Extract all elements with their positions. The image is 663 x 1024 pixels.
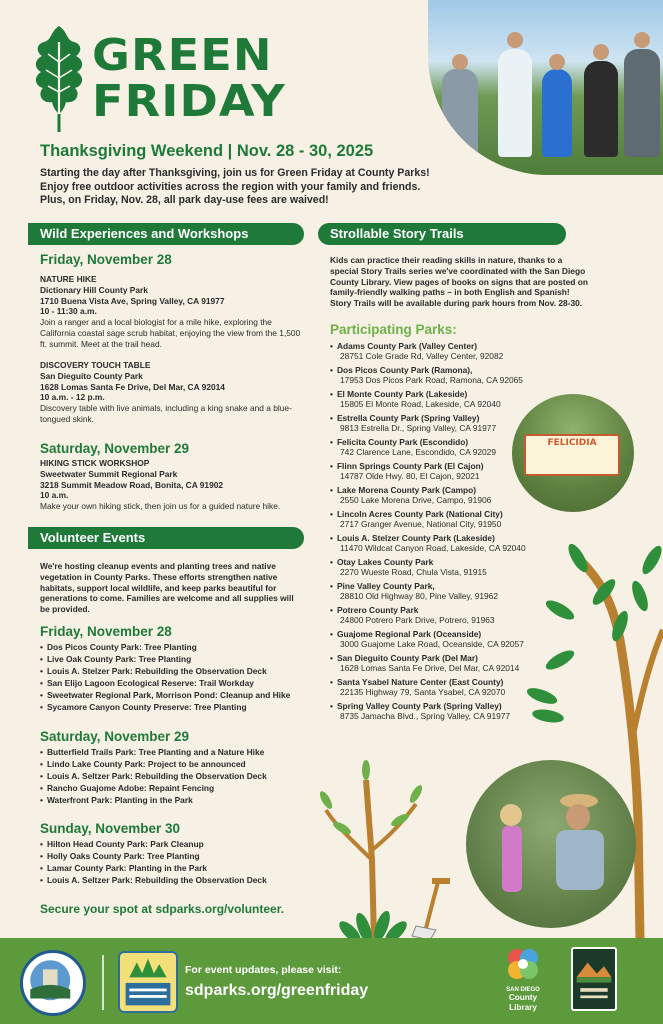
list-item (330, 581, 530, 602)
sign-text: FELICIDIA (547, 438, 597, 448)
park-name: • El Monte County Park (Lakeside) (330, 389, 530, 399)
list-item: • Louis A. Stelzer Park: Rebuilding the Observation Deck (40, 665, 290, 677)
park-address: 24800 Potrero Park Drive, Potrero, 91963 (340, 615, 495, 626)
park-name: • Felicita County Park (Escondido) (330, 437, 530, 447)
list-item: • Lamar County Park: Planting in the Park (40, 862, 267, 874)
volunteer-sunday-heading: Sunday, November 30 (40, 821, 181, 836)
park-name: • Flinn Springs County Park (El Cajon) (330, 461, 530, 471)
volunteer-signup-link[interactable]: Secure your spot at sdparks.org/volunteer. (40, 902, 285, 916)
list-item (330, 413, 530, 434)
event-description: Make your own hiking stick, then join us for a guided nature hike. (40, 501, 281, 512)
list-item: • Louis A. Seltzer Park: Rebuilding the Observation Deck (40, 770, 267, 782)
volunteer-saturday-heading: Saturday, November 29 (40, 729, 190, 744)
park-address: 17953 Dos Picos Park Road, Ramona, CA 92065 (340, 375, 523, 386)
list-item (330, 533, 530, 554)
footer-band (0, 938, 663, 1024)
park-name: • Lincoln Acres County Park (National City) (330, 509, 530, 519)
participating-parks-list (330, 341, 530, 725)
list-item (330, 629, 530, 650)
park-address: 742 Clarence Lane, Escondido, CA 92029 (340, 447, 496, 458)
event-name: DISCOVERY TOUCH TABLE (40, 360, 151, 370)
park-name: • Pine Valley County Park, (330, 581, 530, 591)
list-item (330, 365, 530, 386)
county-seal-icon (20, 950, 86, 1016)
volunteer-friday-heading: Friday, November 28 (40, 624, 172, 639)
list-item (330, 341, 530, 362)
event-time: 10 - 11:30 a.m. (40, 306, 97, 317)
list-item (330, 461, 530, 482)
title-friday: FRIDAY (92, 76, 286, 127)
list-item: • Louis A. Seltzer Park: Rebuilding the Observation Deck (40, 874, 267, 886)
park-address: 2550 Lake Morena Drive, Campo, 91906 (340, 495, 492, 506)
list-item: • Sweetwater Regional Park, Morrison Pond: Cleanup and Hike (40, 689, 290, 701)
event-name: HIKING STICK WORKSHOP (40, 458, 150, 468)
park-address: 3000 Guajome Lake Road, Oceanside, CA 92057 (340, 639, 524, 650)
list-item: • Lindo Lake County Park: Project to be announced (40, 758, 267, 770)
event-description: Discovery table with live animals, including a king snake and a blue-tongued skink. (40, 403, 292, 424)
park-address: 28810 Old Highway 80, Pine Valley, 91962 (340, 591, 498, 602)
event-address: 1628 Lomas Santa Fe Drive, Del Mar, CA 92014 (40, 381, 225, 392)
event-hiking-stick (40, 458, 302, 512)
footer-divider (102, 955, 104, 1010)
intro-text: Starting the day after Thanksgiving, join us for Green Friday at County Parks! Enjoy free outdoor activities across the region with your family and friends. Plus, on Friday, Nov. 28, all park day-use fees are waived! (40, 167, 430, 206)
library-top-text: SAN DIEGO (506, 987, 540, 993)
list-item (330, 437, 530, 458)
park-name: • Lake Morena County Park (Campo) (330, 485, 530, 495)
event-address: 3218 Summit Meadow Road, Bonita, CA 91902 (40, 479, 224, 490)
event-place: Sweetwater Summit Regional Park (40, 468, 178, 479)
event-time: 10 a.m. (40, 490, 69, 501)
list-item: • Live Oak County Park: Tree Planting (40, 653, 290, 665)
volunteer-saturday-list (40, 746, 267, 806)
wild-experiences-heading: Wild Experiences and Workshops (28, 223, 304, 245)
list-item: • Butterfield Trails Park: Tree Planting and a Nature Hike (40, 746, 267, 758)
park-address: 1628 Lomas Santa Fe Drive, Del Mar, CA 92014 (340, 663, 520, 674)
park-name: • Dos Picos County Park (Ramona), (330, 365, 530, 375)
wild-saturday-heading: Saturday, November 29 (40, 441, 190, 456)
story-trail-sign-photo (512, 394, 634, 512)
event-place: Dictionary Hill County Park (40, 284, 148, 295)
list-item (330, 677, 530, 698)
list-item (330, 509, 530, 530)
park-name: • Potrero County Park (330, 605, 530, 615)
park-name: • San Dieguito County Park (Del Mar) (330, 653, 530, 663)
park-address: 28751 Cole Grade Rd, Valley Center, 92082 (340, 351, 504, 362)
list-item (330, 701, 530, 722)
park-address: 9813 Estrella Dr., Spring Valley, CA 91977 (340, 423, 497, 434)
sapling-decoration-icon (312, 750, 462, 940)
title-green: GREEN (92, 30, 273, 81)
parks-society-logo-icon (571, 947, 617, 1011)
event-time: 10 a.m. - 12 p.m. (40, 392, 105, 403)
story-sign (524, 434, 620, 476)
park-name: • Spring Valley County Park (Spring Valley) (330, 701, 530, 711)
volunteer-friday-list (40, 641, 290, 713)
park-name: • Guajome Regional Park (Oceanside) (330, 629, 530, 639)
list-item: • Waterfront Park: Planting in the Park (40, 794, 267, 806)
list-item: • Dos Picos County Park: Tree Planting (40, 641, 290, 653)
list-item (330, 389, 530, 410)
park-name: • Adams County Park (Valley Center) (330, 341, 530, 351)
park-address: 15805 El Monte Road, Lakeside, CA 92040 (340, 399, 501, 410)
wild-friday-heading: Friday, November 28 (40, 252, 172, 267)
event-address: 1710 Buena Vista Ave, Spring Valley, CA 91977 (40, 295, 225, 306)
event-name: NATURE HIKE (40, 274, 97, 284)
footer-updates-label: For event updates, please visit: (185, 964, 342, 976)
park-name: • Otay Lakes County Park (330, 557, 530, 567)
oak-leaf-icon (30, 22, 88, 134)
county-library-logo (495, 946, 551, 1013)
event-place: San Dieguito County Park (40, 370, 143, 381)
list-item (330, 605, 530, 626)
volunteer-sunday-list (40, 838, 267, 886)
park-address: 22135 Highway 79, Santa Ysabel, CA 92070 (340, 687, 506, 698)
list-item (330, 485, 530, 506)
park-address: 11470 Wildcat Canyon Road, Lakeside, CA 92040 (340, 543, 526, 554)
park-name: • Santa Ysabel Nature Center (East County) (330, 677, 530, 687)
story-trails-text: Kids can practice their reading skills in nature, thanks to a special Story Trails series we've coordinated with the San Diego County Library. View pages of books on signs that are posted on family-friendly walking paths – in both English and Spanish! Story Trails will be available during park hours from Nov. 28-30. (330, 255, 588, 309)
parks-recreation-logo-icon (118, 951, 178, 1013)
list-item: • Holly Oaks County Park: Tree Planting (40, 850, 267, 862)
list-item: • Rancho Guajome Adobe: Repaint Fencing (40, 782, 267, 794)
library-flower-icon (503, 946, 543, 982)
park-address: 2717 Granger Avenue, National City, 91950 (340, 519, 502, 530)
event-subtitle: Thanksgiving Weekend | Nov. 28 - 30, 2025 (40, 142, 374, 160)
participating-parks-heading: Participating Parks: (330, 322, 457, 337)
family-planting-photo (466, 760, 636, 928)
list-item (330, 653, 530, 674)
list-item (330, 557, 530, 578)
volunteer-events-heading: Volunteer Events (28, 527, 304, 549)
event-nature-hike (40, 274, 302, 350)
park-name: • Louis A. Stelzer County Park (Lakeside) (330, 533, 530, 543)
park-address: 8735 Jamacha Blvd., Spring Valley, CA 91977 (340, 711, 511, 722)
list-item: • San Elijo Lagoon Ecological Reserve: Trail Workday (40, 677, 290, 689)
library-name: County Library (508, 993, 538, 1012)
volunteer-intro: We're hosting cleanup events and planting trees and native vegetation in County Parks. These efforts strengthen native habitats, support local wildlife, and keep parks beautiful for generations to come. Families are welcome and all supplies will be provided. (40, 561, 294, 615)
list-item: • Sycamore Canyon County Preserve: Tree Planting (40, 701, 290, 713)
footer-website-link[interactable]: sdparks.org/greenfriday (185, 982, 369, 999)
park-address: 14787 Olde Hwy. 80, El Cajon, 92021 (340, 471, 480, 482)
park-name: • Estrella County Park (Spring Valley) (330, 413, 530, 423)
event-description: Join a ranger and a local biologist for a mile hike, exploring the California coastal sage scrub habitat, enjoying the view from the 1,500 ft. summit. Meet at the trail head. (40, 317, 301, 349)
event-touch-table (40, 360, 302, 425)
list-item: • Hilton Head County Park: Park Cleanup (40, 838, 267, 850)
park-address: 2270 Wueste Road, Chula Vista, 91915 (340, 567, 487, 578)
volunteers-photo (428, 0, 663, 175)
story-trails-heading: Strollable Story Trails (318, 223, 566, 245)
